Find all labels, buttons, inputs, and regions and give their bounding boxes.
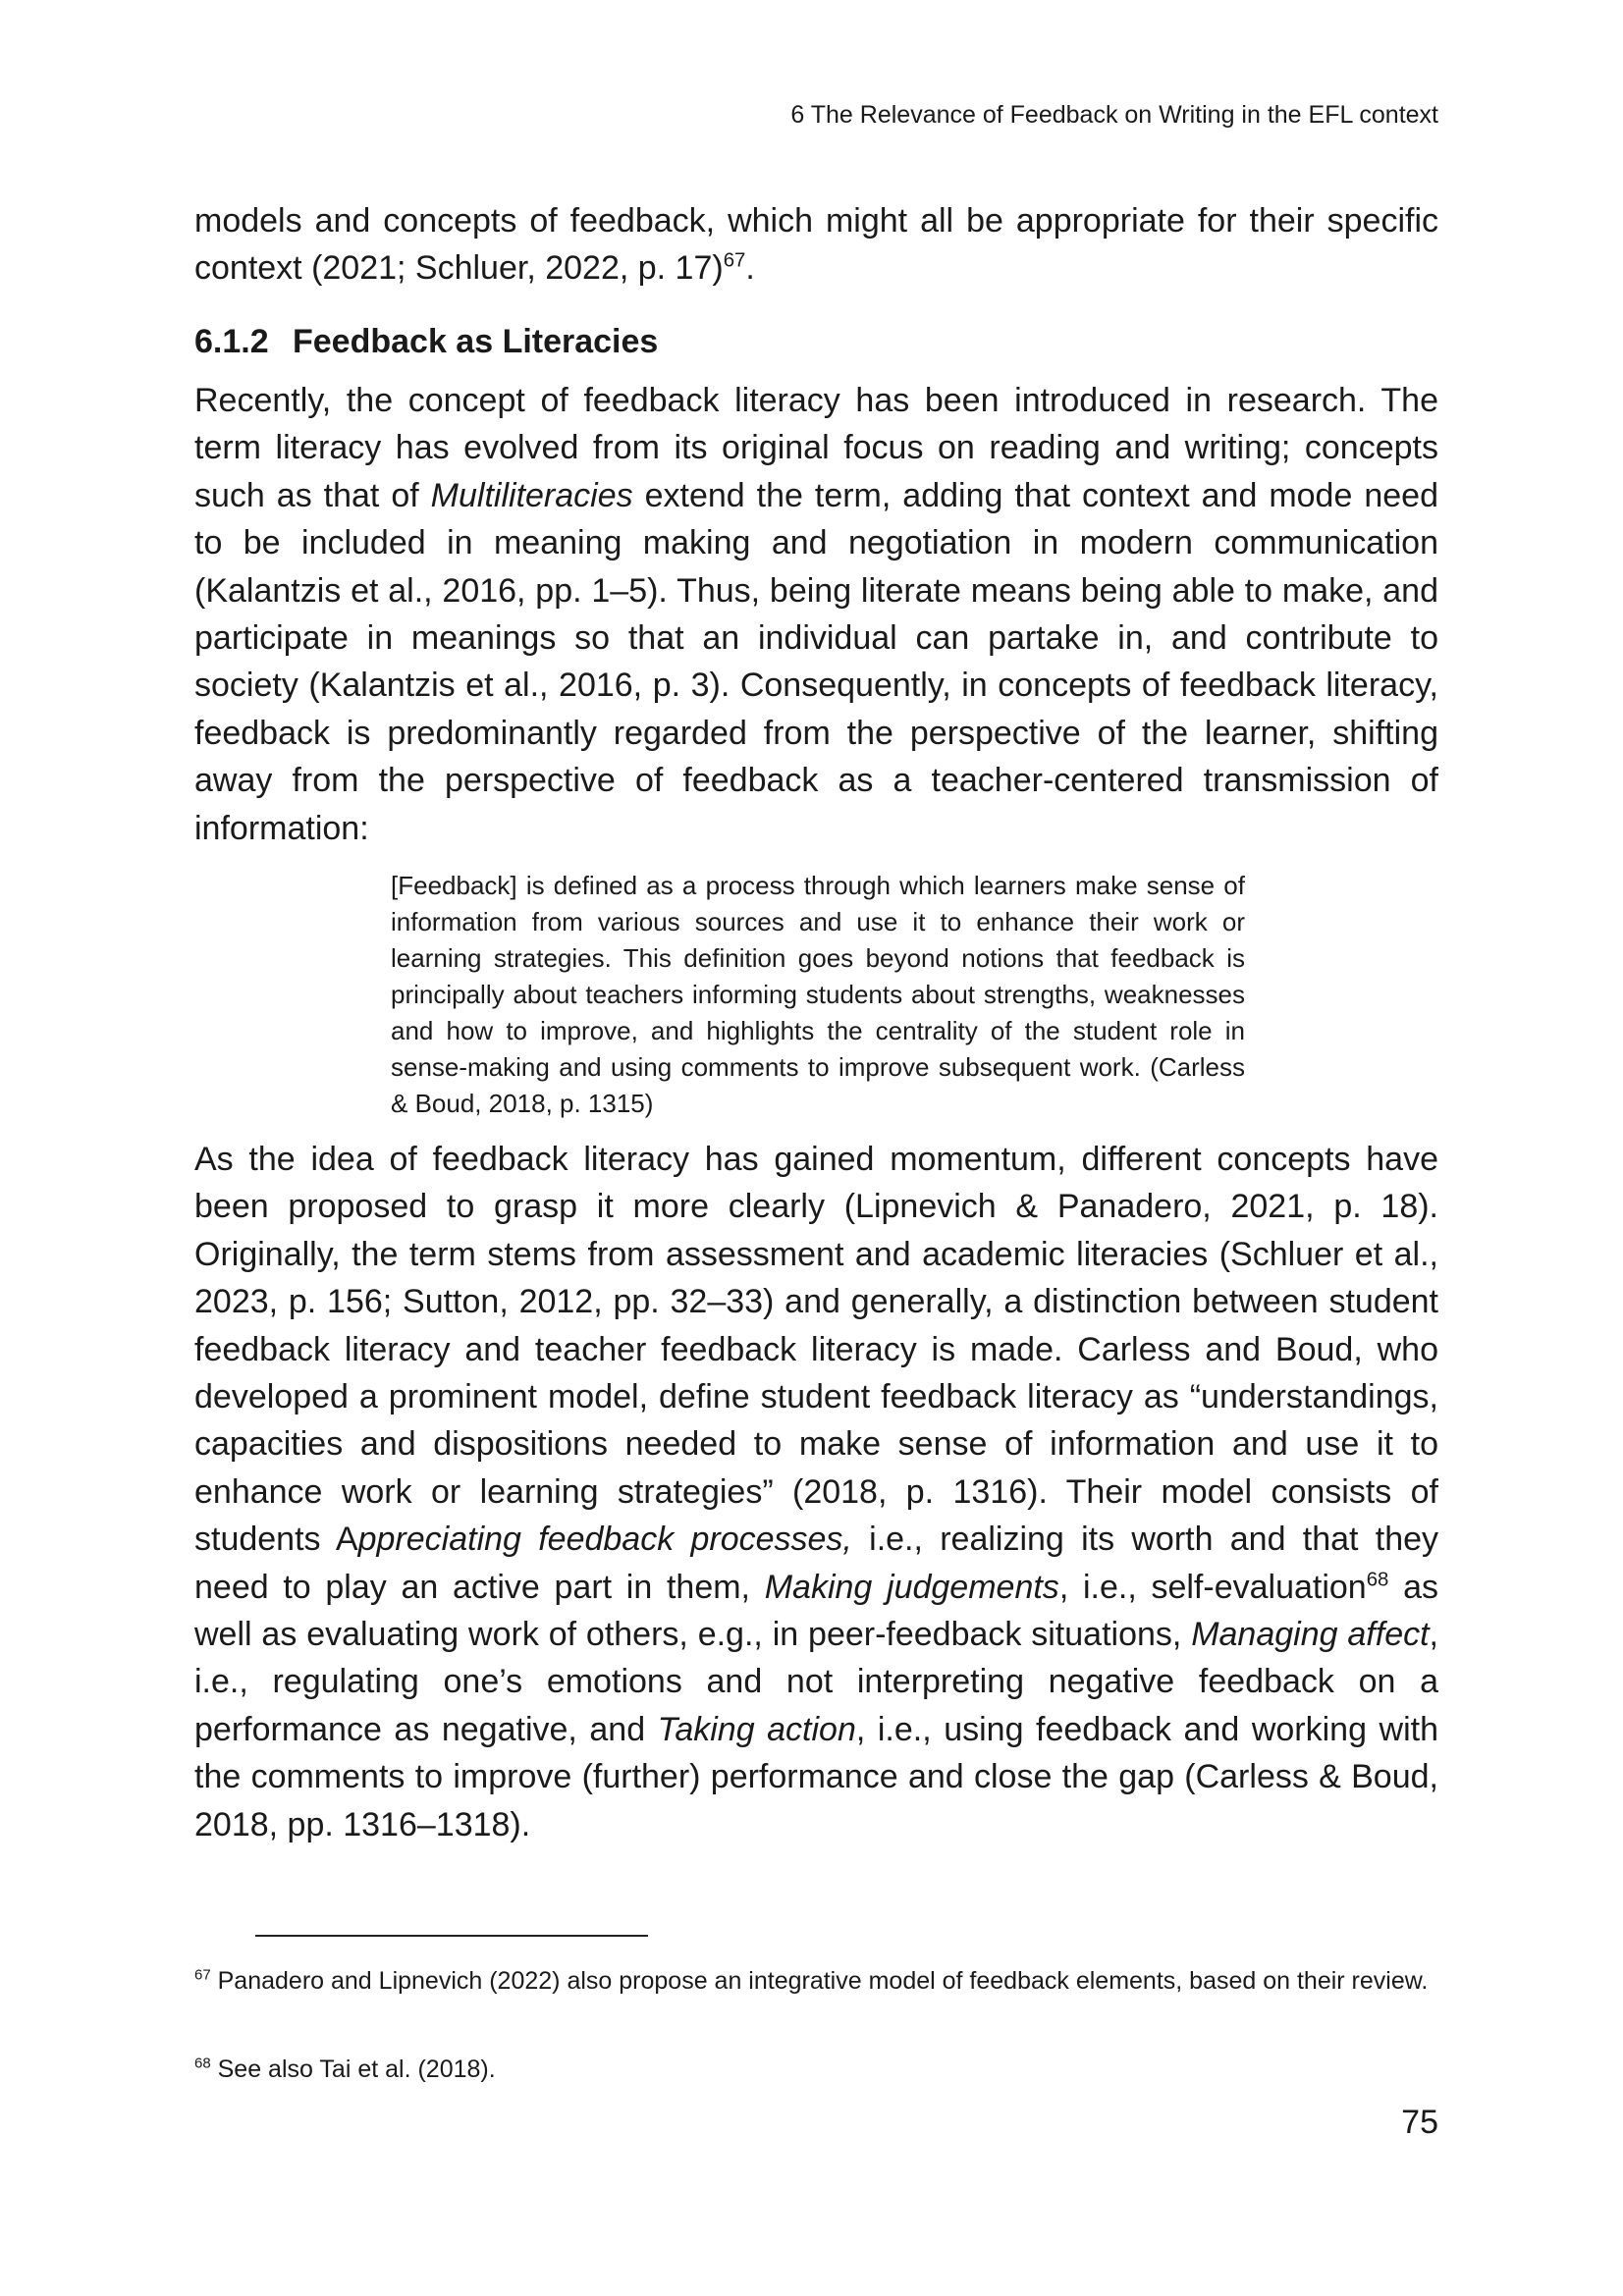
italic-term: Making judgements [764, 1568, 1059, 1606]
paragraph-text: as well as evaluating work of others, e.g., in peer-feedback situations, [194, 1568, 1439, 1654]
footnote-text: See also Tai et al. (2018). [210, 2056, 496, 2083]
paragraph-feedback-literacy-intro [194, 377, 1438, 852]
paragraph-text: Recently, the concept of feedback literacy has been introduced in research. The term literacy has evolved from its original focus on reading and writing; concepts such as that of [194, 382, 1438, 514]
italic-term: Taking action [657, 1710, 856, 1748]
footnote-number: 68 [194, 2055, 211, 2072]
paragraph-text: i.e., realizing its worth and that they need to play an active part in them, [194, 1521, 1439, 1606]
italic-term: Managing affect [1191, 1616, 1430, 1654]
paragraph-text: , i.e., self-evaluation [1058, 1568, 1367, 1606]
section-heading [194, 320, 658, 363]
paragraph-text: As the idea of feedback literacy has gained momentum, different concepts have been proposed to grasp it more clearly (Lipnevich & Panadero, 2021, p. 18). Originally, the term stems from assessment and academic literacies (Schluer et al., 2023, p. 156; Sutton, 2012, pp. 32–33) and generally, a distinction between student feedback literacy and teacher feedback literacy is made. Carless and Boud, who developed a prominent model, define student feedback literacy as “understandings, capacities and dispositions needed to make sense of information and use it to enhance work or learning strategies” (2018, p. 1316). Their model consists of students A [194, 1141, 1438, 1559]
footnote-ref-67[interactable]: 67 [723, 250, 746, 273]
paragraph-text: , i.e., regulating one’s emotions and not interpreting negative feedback on a performance as negative, and [194, 1616, 1438, 1748]
paragraph-text-tail: . [745, 249, 755, 288]
italic-term: Multiliteracies [430, 476, 633, 514]
paragraph-text: , i.e., using feedback and working with the comments to improve (further) performance and close the gap (Carless & Boud, 2018, pp. 1316–1318). [194, 1710, 1438, 1843]
section-number: 6.1.2 [194, 323, 269, 360]
footnote-separator [255, 1935, 648, 1937]
footnote-number: 67 [194, 1966, 211, 1984]
paragraph-text: models and concepts of feedback, which might all be appropriate for their specific context (2021; Schluer, 2022, p. 17) [194, 202, 1438, 288]
paragraph-feedback-literacy-models [194, 1136, 1438, 1848]
paragraph-text: extend the term, adding that context and mode need to be included in meaning making and negotiation in modern communication (Kalantzis et al., 2016, pp. 1–5). Thus, being literate means being able to make, and participate in meanings so that an individual can partake in, and contribute to society (Kalantzis et al., 2016, p. 3). Consequently, in concepts of feedback literacy, feedback is predominantly regarded from the perspective of the learner, shifting away from the perspective of feedback as a teacher-centered transmission of information: [194, 476, 1438, 847]
running-head: 6 The Relevance of Feedback on Writing in the EFL context [790, 101, 1438, 129]
page-number: 75 [1401, 2104, 1438, 2141]
footnote-68 [194, 2052, 1438, 2088]
footnote-ref-68[interactable]: 68 [1366, 1569, 1389, 1591]
section-title: Feedback as Literacies [293, 323, 659, 360]
block-quote: [Feedback] is defined as a process through which learners make sense of information from various sources and use it to enhance their work or learning strategies. This definition goes beyond notions that feedback is principally about teachers informing students about strengths, weaknesses and how to improve, and highlights the centrality of the student role in sense-making and using comments to improve subsequent work. (Carless & Boud, 2018, p. 1315) [391, 871, 1245, 1118]
italic-term: ppreciating feedback processes, [357, 1521, 852, 1559]
paragraph-continuation [194, 197, 1438, 293]
footnote-67 [194, 1963, 1438, 2000]
footnote-text: Panadero and Lipnevich (2022) also propose an integrative model of feedback elements, based on their review. [210, 1967, 1429, 1995]
